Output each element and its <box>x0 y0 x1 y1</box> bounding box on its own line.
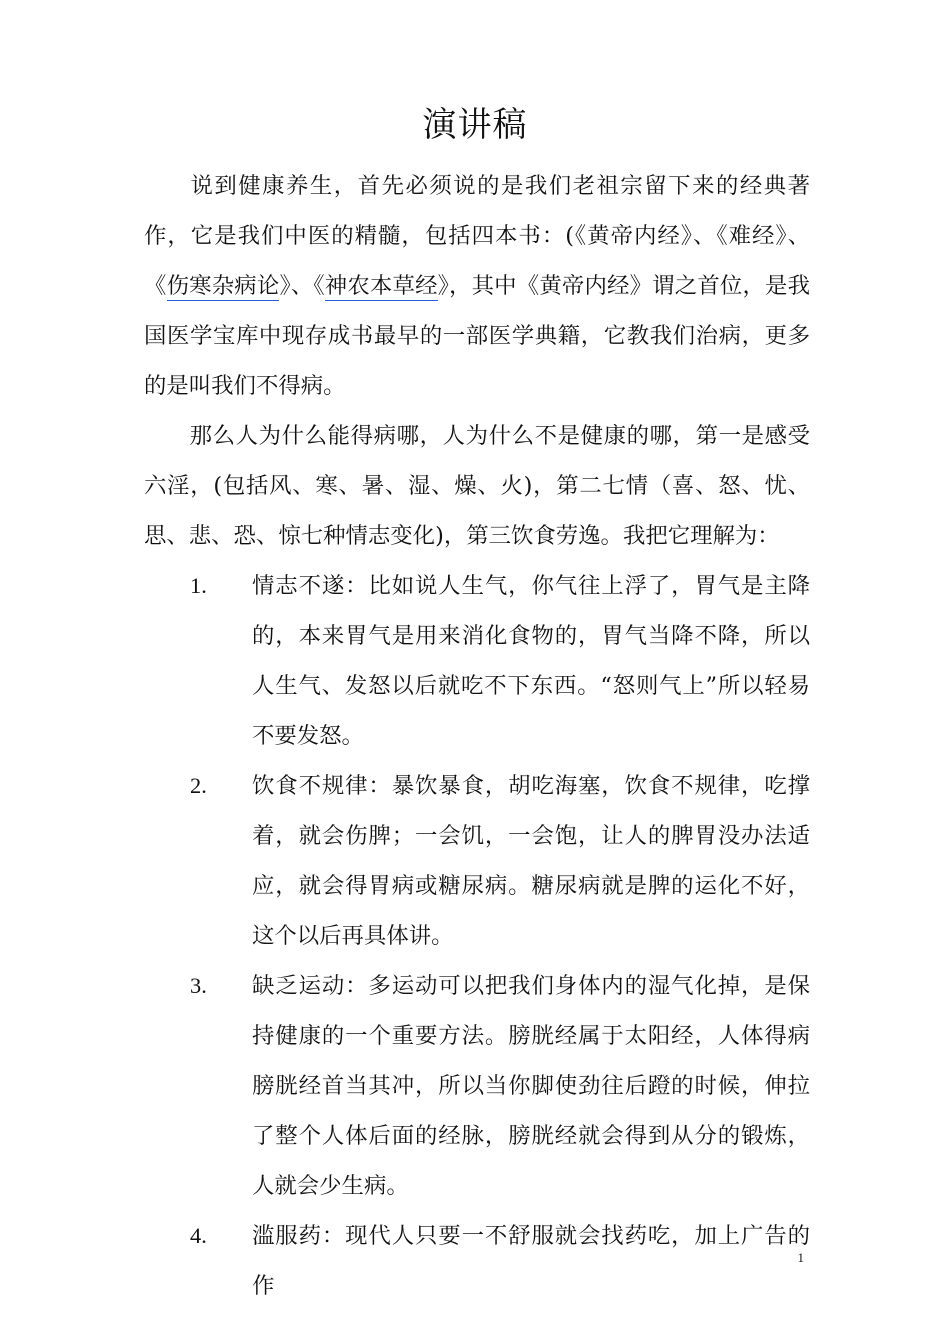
list-item-number: 4. <box>190 1223 207 1248</box>
paragraph-intro-text-3: 》，其中《黄帝内经》谓之首位，是我国医学宝库中现存成书最早的一部医学典籍，它教我们治病，更多的是叫我们不得病。 <box>144 273 811 399</box>
list-item-number: 3. <box>190 973 207 998</box>
page-number: 1 <box>797 1250 804 1265</box>
list-item-text: 情志不遂：比如说人生气，你气往上浮了，胃气是主降的，本来胃气是用来消化食物的，胃气当降不降，所以人生气、发怒以后就吃不下东西。“怒则气上”所以轻易不要发怒。 <box>252 573 810 749</box>
list-item <box>144 761 810 961</box>
list-item-number: 1. <box>190 573 207 598</box>
list-item <box>144 1211 810 1311</box>
list-item-text: 缺乏运动：多运动可以把我们身体内的湿气化掉，是保持健康的一个重要方法。膀胱经属于太阳经，人体得病膀胱经首当其冲，所以当你脚使劲往后蹬的时候，伸拉了整个人体后面的经脉，膀胱经就会得到从分的锻炼，人就会少生病。 <box>252 973 810 1199</box>
list-item-number: 2. <box>190 773 207 798</box>
paragraph-intro <box>144 161 810 411</box>
paragraph-intro-text-1: 说到健康养生，首先必须说的是我们老祖宗留下来的经典著作，它是我们中医的精髓，包括四本书：(《黄帝内经》、《难经》、《 <box>144 173 810 299</box>
list-item-text: 滥服药：现代人只要一不舒服就会找药吃，加上广告的作 <box>252 1223 810 1299</box>
paragraph-causes-text: 那么人为什么能得病哪，人为什么不是健康的哪，第一是感受六淫，(包括风、寒、暑、湿、燥、火)，第二七情（喜、怒、忧、思、悲、恐、惊七种情志变化)，第三饮食劳逸。我把它理解为： <box>144 423 810 549</box>
document-title: 演讲稿 <box>422 105 528 145</box>
paragraph-causes <box>144 411 810 561</box>
list-item <box>144 561 810 761</box>
numbered-list <box>144 561 810 1311</box>
book-link-shanghan[interactable]: 伤寒杂病论 <box>166 273 280 299</box>
list-item <box>144 961 810 1211</box>
book-link-shennong[interactable]: 神农本草经 <box>324 273 438 299</box>
paragraph-intro-text-2: 》、《 <box>279 273 325 299</box>
list-item-text: 饮食不规律：暴饮暴食，胡吃海塞，饮食不规律，吃撑着，就会伤脾；一会饥，一会饱，让人的脾胃没办法适应，就会得胃病或糖尿病。糖尿病就是脾的运化不好，这个以后再具体讲。 <box>252 773 810 949</box>
